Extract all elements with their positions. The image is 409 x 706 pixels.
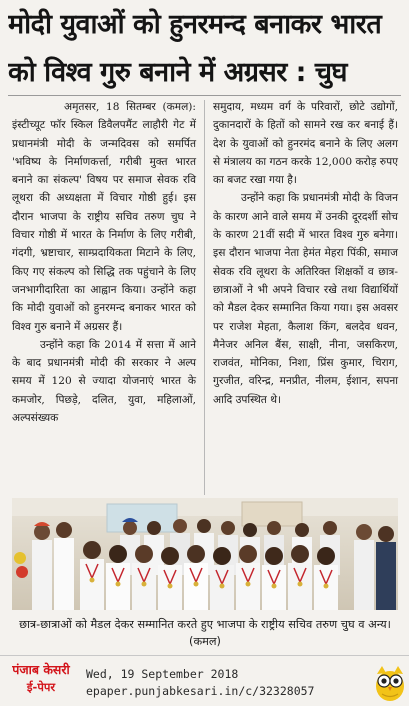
article-paragraph: उन्होंने कहा कि 2014 में सत्ता में आने के बाद प्रधानमंत्री मोदी की सरकार ने अल्प समय में 120 से ज्यादा योजनाएं भारत के कमजोर, पिछड़े, दलित, युवा, महिलाओं, अल्पसंख्यक xyxy=(12,338,196,425)
headline-divider xyxy=(8,95,401,96)
headline-line-2: को विश्व गुरु बनाने में अग्रसर : चुघ xyxy=(8,57,347,88)
article-paragraph: समुदाय, मध्यम वर्ग के परिवारों, छोटे उद्योगों, दुकानदारों के हितों को सामने रख कर बनाई हैं। देश के युवाओं को हुनरमंद बनाने के लिए अलग से मंत्रालय का गठन करके 12,000 करोड़ रुपए का बजट रखा गया है। xyxy=(213,101,398,187)
group-photo xyxy=(12,498,398,610)
owl-icon xyxy=(374,664,406,702)
edition-meta xyxy=(86,666,314,700)
article-column-right xyxy=(213,98,398,409)
article-paragraph: अमृतसर, 18 सितम्बर (कमल): इंस्टीच्यूट फॉर स्किल डिवैलपमैंट लाहौरी गेट में प्रधानमंत्री मोदी के जन्मदिवस को समर्पित 'भविष्य के निर्माणकर्त्ता, गरीबी मुक्त भारत बनाने का संकल्प' विषय पर समाज सेवक रवि लूथरा की अध्यक्षता में विचार गोष्ठी हुई। इस दौरान भाजपा के राष्ट्रीय सचिव तरुण चुघ ने विचार गोष्ठी में भारत के निर्माण के लिए गरीबी, गंदगी, भ्रष्टाचार, साम्प्रदायिकता मिटाने के लिए, किए गए संकल्प को सिद्धि तक पहुंचाने के लिए जनभागीदारिता का आह्वान किया। उन्होंने कहा कि मोदी युवाओं को हुनरमन्द बनाकर भारत को विश्व गुरु बनाने में अग्रसर हैं। xyxy=(12,101,196,333)
edition-date: Wed, 19 September 2018 xyxy=(86,667,239,681)
article-column-left xyxy=(12,98,196,427)
column-divider xyxy=(204,100,205,495)
brand-logo[interactable] xyxy=(4,662,78,702)
group-photo-illustration xyxy=(12,498,398,610)
article-paragraph: उन्होंने कहा कि प्रधानमंत्री मोदी के विजन के कारण आने वाले समय में उनकी दूरदर्शी सोच के कारण 21वीं सदी में भारत विश्व गुरु बनेगा। इस दौरान भाजपा नेता हेमंत मेहरा पिंकी, समाज सेवक रवि लूथरा के अतिरिक्त शिक्षकों व छात्र-छात्राओं ने भी अपने विचार रखे तथा विद्यार्थियों को मैडल देकर सम्मानित किया गया। इस अवसर पर राजेश मेहता, कैलाश किंग, बलदेव धवन, मैनेजर अनिल बैंस, साक्षी, नीना, जसकिरण, राजवंत, मोनिका, निशा, प्रिंस कुमार, चिराग, गुरजीत, वरिन्द्र, मनप्रीत, नीलम, ईशान, सपना आदि उपस्थित थे। xyxy=(213,192,398,406)
headline-line-1: मोदी युवाओं को हुनरमन्द बनाकर भारत xyxy=(8,9,382,40)
brand-epaper-label: ई-पेपर xyxy=(26,680,56,694)
photo-caption: छात्र-छात्राओं को मैडल देकर सम्मानित करते हुए भाजपा के राष्ट्रीय सचिव तरुण चुघ व अन्य। (कमल) xyxy=(19,618,391,648)
brand-name: पंजाब केसरी xyxy=(12,662,70,677)
epaper-url[interactable]: epaper.punjabkesari.in/c/32328057 xyxy=(86,684,315,698)
footer-divider xyxy=(0,655,409,656)
